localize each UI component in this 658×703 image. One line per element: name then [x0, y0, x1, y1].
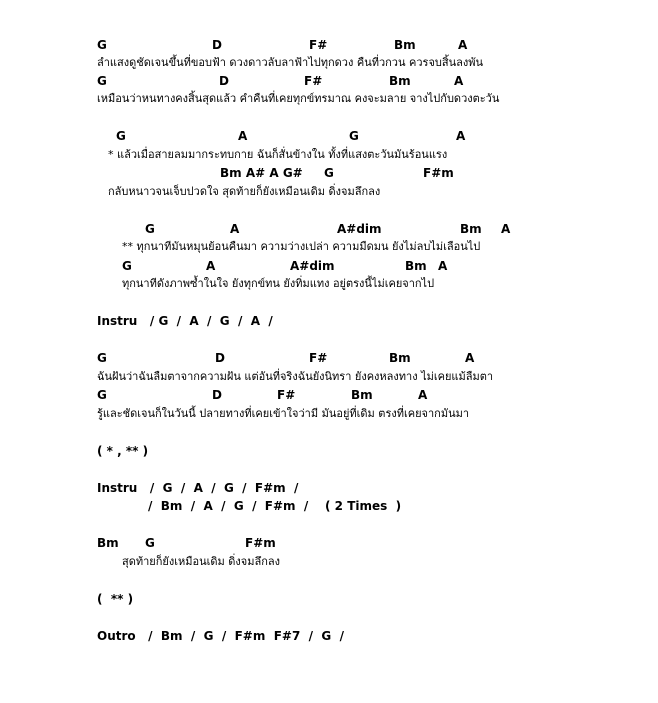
chord: G — [97, 38, 107, 52]
chord: F# — [309, 38, 328, 52]
chord: Bm A# A G# — [220, 166, 303, 180]
lyric-line: ** ทุกนาทีมันหมุนย้อนคืนมา ความว่างเปล่า ความมืดมน ยังไม่ลบไม่เลือนไป — [122, 240, 481, 253]
chord: ( ** ) — [97, 592, 134, 606]
chord: A#dim — [290, 259, 335, 273]
chord: G — [349, 129, 359, 143]
chord: ( * , ** ) — [97, 444, 149, 458]
lyric-line: สุดท้ายก็ยังเหมือนเดิม ดิ่งจมลึกลง — [122, 555, 280, 568]
chord: D — [212, 38, 222, 52]
chord: Bm — [389, 351, 411, 365]
chord: A#dim — [337, 222, 382, 236]
chord: Outro / Bm / G / F#m F#7 / G / — [97, 629, 344, 643]
chord: A — [418, 388, 428, 402]
chord: Bm — [394, 38, 416, 52]
chord: Instru / G / A / G / A / — [97, 314, 273, 328]
chord: A — [206, 259, 216, 273]
chord: F# — [309, 351, 328, 365]
chord: / Bm / A / G / F#m / ( 2 Times ) — [148, 499, 402, 513]
chord: Instru / G / A / G / F#m / — [97, 481, 299, 495]
chord: D — [219, 74, 229, 88]
chord: A — [238, 129, 248, 143]
chord: F#m — [245, 536, 276, 550]
chord: Bm — [405, 259, 427, 273]
chord: G — [145, 222, 155, 236]
chord: A — [438, 259, 448, 273]
chord: A — [465, 351, 475, 365]
chord: A — [458, 38, 468, 52]
chord: F# — [277, 388, 296, 402]
chord: A — [456, 129, 466, 143]
chord: A — [501, 222, 511, 236]
chord: G — [97, 351, 107, 365]
chord: G — [97, 74, 107, 88]
chord: Bm — [351, 388, 373, 402]
chord: D — [215, 351, 225, 365]
lyric-line: รู้และชัดเจนก็ในวันนี้ ปลายทางที่เคยเข้าใจว่ามี มันอยู่ที่เดิม ตรงที่เคยจากมันมา — [97, 407, 470, 420]
chord: G — [97, 388, 107, 402]
chord: G — [145, 536, 155, 550]
chord: A — [454, 74, 464, 88]
chord: G — [324, 166, 334, 180]
chord: Bm — [460, 222, 482, 236]
lyric-line: ลำแสงดูชัดเจนขึ้นที่ขอบฟ้า ดวงดาวลับลาฟ้าไปทุกดวง คืนที่วกวน ควรจบสิ้นลงพัน — [97, 56, 483, 69]
chord: F# — [304, 74, 323, 88]
lyric-line: ฉันฝันว่าฉันลืมตาจากความฝัน แต่อันที่จริงฉันยังนิทรา ยังคงหลงทาง ไม่เคยแม้ลืมตา — [97, 370, 494, 383]
chord: G — [116, 129, 126, 143]
chord: Bm — [97, 536, 119, 550]
chord: D — [212, 388, 222, 402]
chord: A — [230, 222, 240, 236]
lyric-line: กลับหนาวจนเจ็บปวดใจ สุดท้ายก็ยังเหมือนเดิม ดิ่งจมลึกลง — [108, 185, 381, 198]
chord: G — [122, 259, 132, 273]
lyric-line: * แล้วเมื่อสายลมมากระทบกาย ฉันก็สั่นข้างใน ทั้งที่แสงตะวันมันร้อนแรง — [108, 148, 448, 161]
chord: Bm — [389, 74, 411, 88]
lyric-line: เหมือนว่าหนทางคงสิ้นสุดแล้ว คำคืนที่เคยทุกข์ทรมาณ คงจะมลาย จางไปกับดวงตะวัน — [97, 92, 500, 105]
lyric-line: ทุกนาทีดังภาพซ้ำในใจ ยังทุกข์ทน ยังทิ่มแทง อยู่ตรงนี้ไม่เคยจากไป — [122, 277, 435, 290]
chord: F#m — [423, 166, 454, 180]
